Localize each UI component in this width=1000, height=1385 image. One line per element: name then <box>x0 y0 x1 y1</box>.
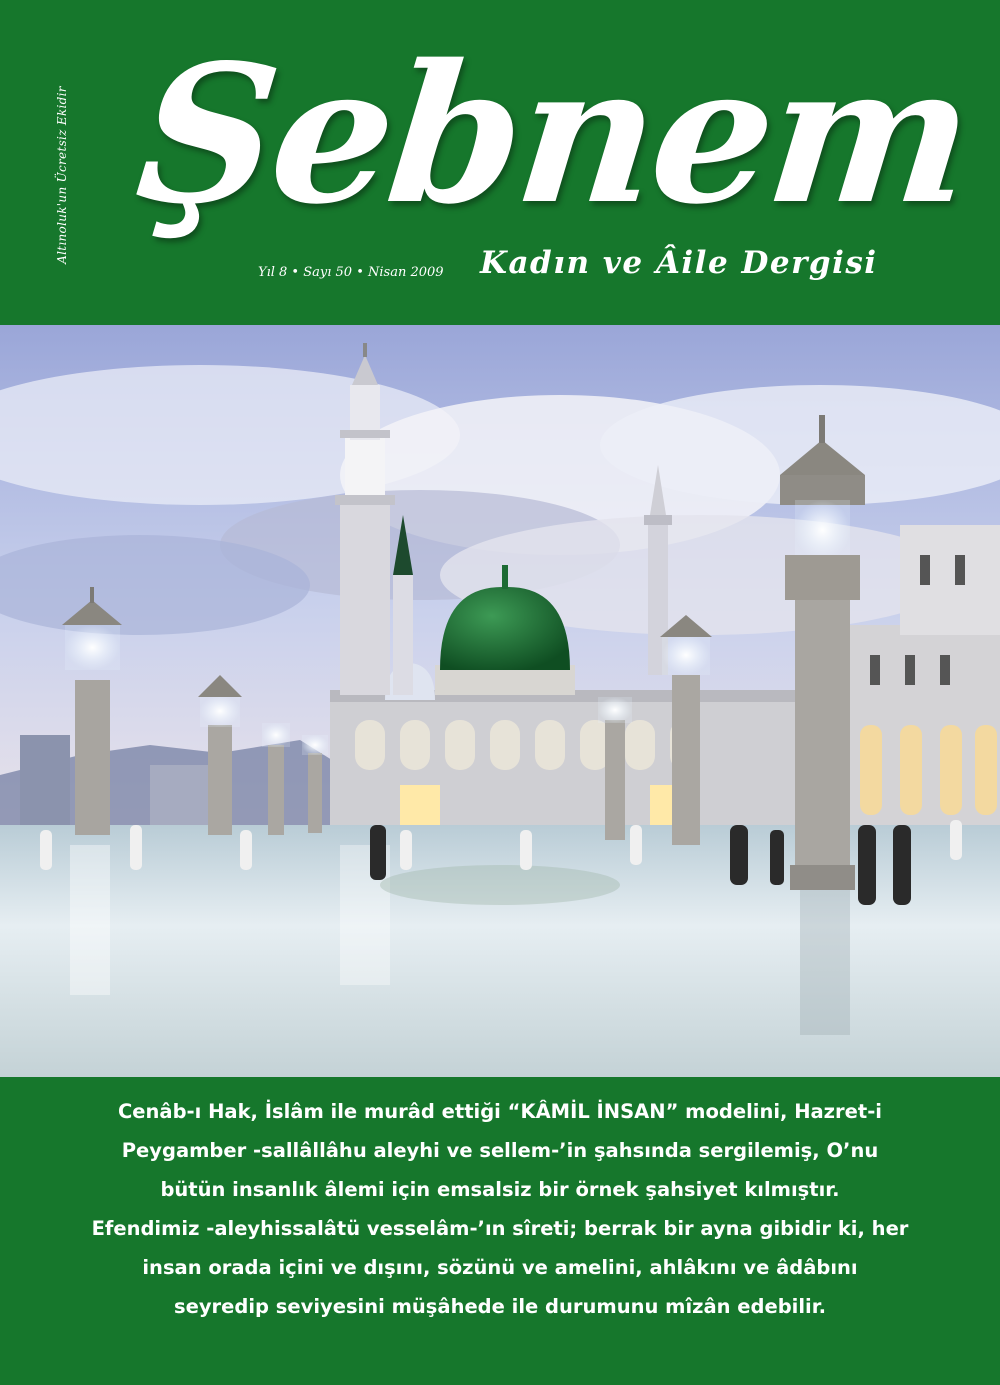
blurb-line: Efendimiz -aleyhissalâtü vesselâm-’ın sîreti; berrak bir ayna gibidir ki, her <box>91 1217 909 1240</box>
magazine-logo: Şebnem <box>128 23 979 246</box>
blurb-line: Peygamber -sallâllâhu aleyhi ve sellem-’in şahsında sergilemiş, O’nu <box>121 1139 879 1162</box>
cover-header <box>0 0 1000 325</box>
blurb-line: Cenâb-ı Hak, İslâm ile murâd ettiği “KÂMİL İNSAN” modelini, Hazret-i <box>118 1100 882 1123</box>
supplement-note: Altınoluk'un Ücretsiz Ekidir <box>55 86 69 264</box>
blurb-line: bütün insanlık âlemi için emsalsiz bir örnek şahsiyet kılmıştır. <box>160 1178 840 1201</box>
magazine-subtitle: Kadın ve Âile Dergisi <box>480 245 878 281</box>
blurb-line: insan orada içini ve dışını, sözünü ve amelini, ahlâkını ve âdâbını <box>142 1256 858 1279</box>
cover-blurb <box>60 1092 940 1326</box>
cover-photo <box>0 325 1000 1077</box>
issue-info: Yıl 8 • Sayı 50 • Nisan 2009 <box>258 265 444 280</box>
blurb-line: seyredip seviyesini müşâhede ile durumunu mîzân edebilir. <box>174 1295 826 1318</box>
mosque-photo-icon <box>0 325 1000 1077</box>
